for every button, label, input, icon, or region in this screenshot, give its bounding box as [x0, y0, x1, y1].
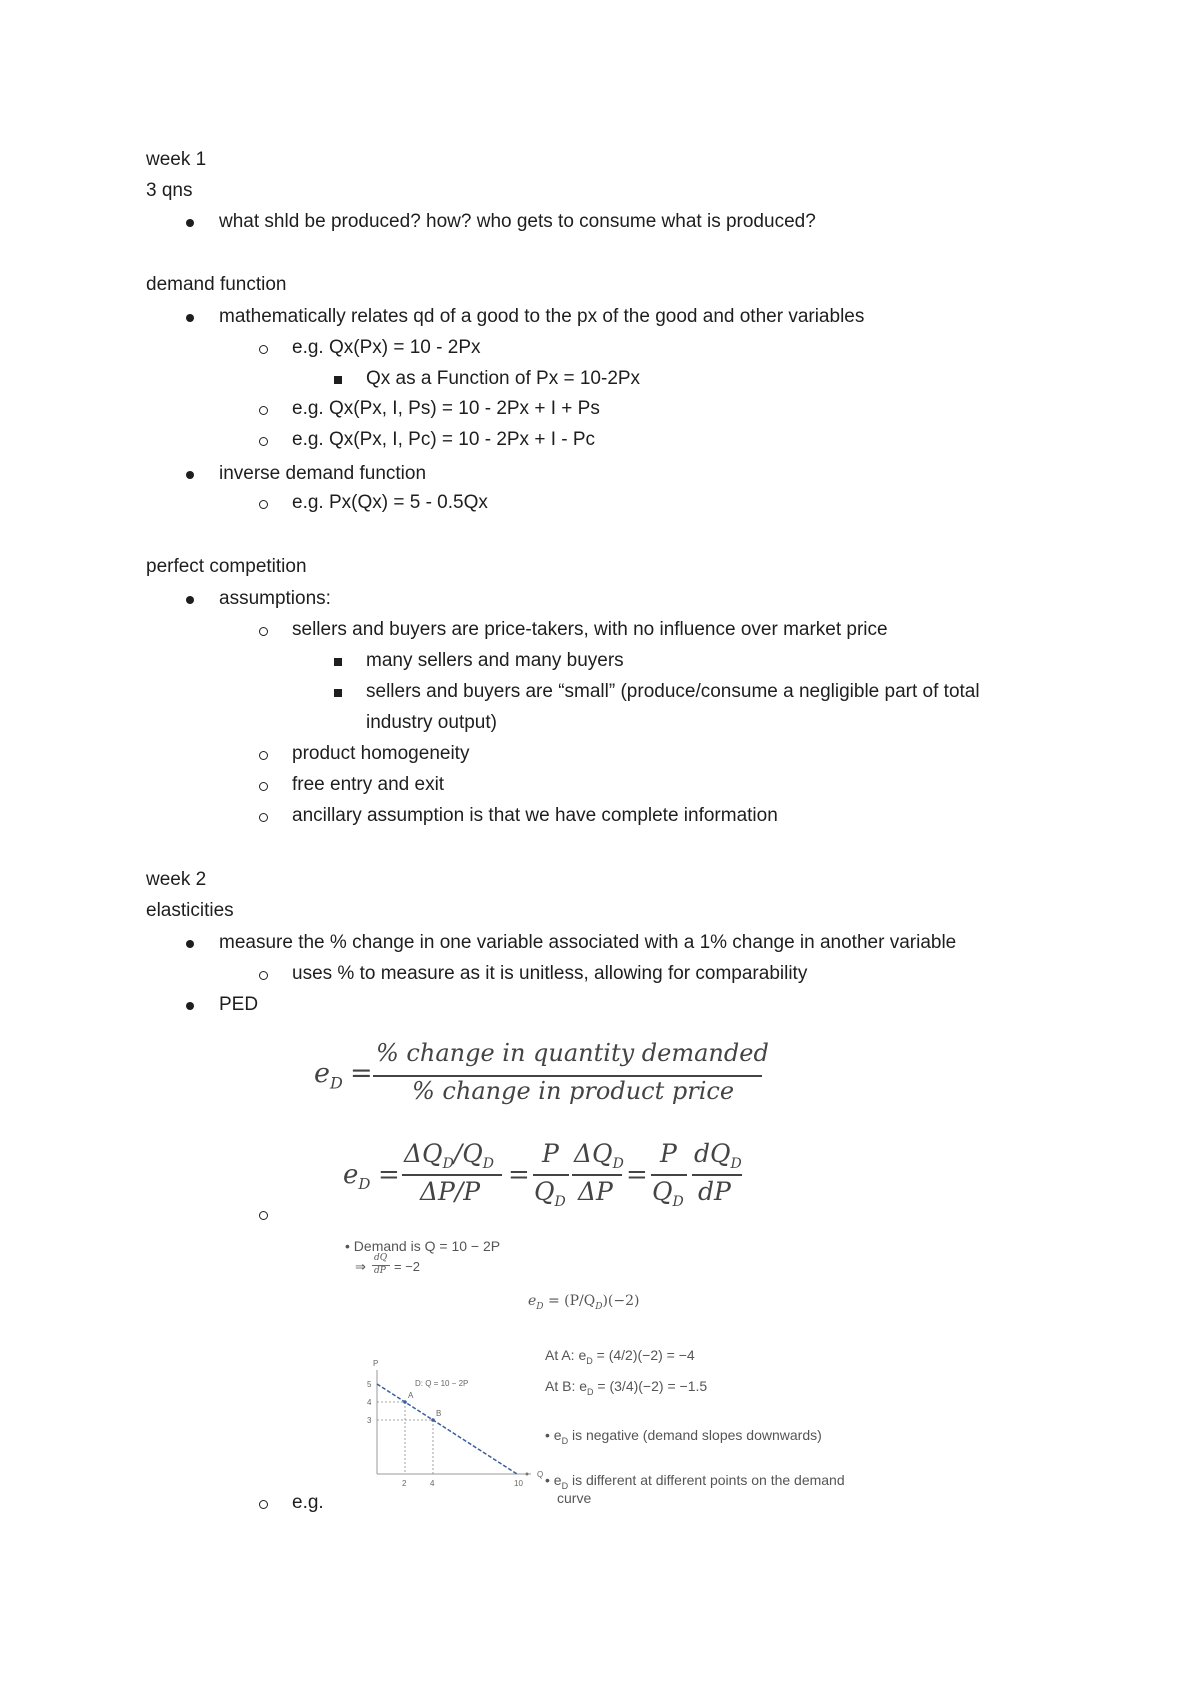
- demand-chart: [355, 1352, 555, 1492]
- assumption-small-line2: industry output): [366, 712, 497, 733]
- bullet-circle: [259, 782, 268, 791]
- demand-example-2: e.g. Qx(Px, I, Ps) = 10 - 2Px + I + Ps: [292, 398, 600, 419]
- x-tick-label: 4: [430, 1479, 435, 1488]
- example-label: e.g.: [292, 1492, 324, 1513]
- x-axis-marker: [526, 1473, 529, 1476]
- y-tick-label: 3: [367, 1416, 372, 1425]
- week2-heading: week 2: [146, 869, 207, 890]
- example-demand-line: • Demand is Q = 10 − 2P: [345, 1238, 501, 1254]
- y-tick-label: 4: [367, 1398, 372, 1407]
- assumption-free-entry: free entry and exit: [292, 774, 445, 795]
- bullet-circle: [259, 1500, 268, 1509]
- bullet-disc: [186, 1002, 194, 1010]
- point-b: [431, 1418, 435, 1422]
- demand-example-1-sub: Qx as a Function of Px = 10-2Px: [366, 368, 641, 389]
- fraction-bar: [692, 1174, 742, 1176]
- x-tick-label: 2: [402, 1479, 407, 1488]
- fraction-bar: [402, 1174, 502, 1176]
- bullet-square: [334, 689, 342, 697]
- formula-denominator: % change in product price: [412, 1077, 735, 1105]
- bullet-circle: [259, 627, 268, 636]
- perfect-competition-heading: perfect competition: [146, 556, 307, 577]
- demand-function-heading: demand function: [146, 274, 287, 295]
- week1-heading: week 1: [146, 149, 207, 170]
- bullet-square: [334, 376, 342, 384]
- bullet-disc: [186, 471, 194, 479]
- y-tick-label: 5: [367, 1380, 372, 1389]
- bullet-disc: [186, 219, 194, 227]
- bullet-circle: [259, 406, 268, 415]
- point-label: B: [436, 1409, 442, 1418]
- chart-title: D: Q = 10 − 2P: [415, 1379, 469, 1388]
- ped-label: PED: [219, 994, 259, 1015]
- formula-numerator: % change in quantity demanded: [376, 1039, 769, 1067]
- bullet-circle: [259, 500, 268, 509]
- bullet-disc: [186, 596, 194, 604]
- point-a: [403, 1400, 407, 1404]
- bullet-circle: [259, 751, 268, 760]
- bullet-disc: [186, 940, 194, 948]
- bullet-circle: [259, 813, 268, 822]
- bullet-circle: [259, 345, 268, 354]
- week1-question: what shld be produced? how? who gets to consume what is produced?: [219, 211, 816, 232]
- demand-example-1: e.g. Qx(Px) = 10 - 2Px: [292, 337, 481, 358]
- inverse-demand-heading: inverse demand function: [219, 463, 427, 484]
- demand-function-definition: mathematically relates qd of a good to the px of the good and other variables: [219, 306, 865, 327]
- week1-subheading: 3 qns: [146, 180, 193, 201]
- notes-page: week 1 3 qns what shld be produced? how? who gets to consume what is produced? demand function mathematically relates qd of a good to the px of the good and other variables e.g. Qx(Px) = 10 - 2Px Qx as a Function of Px = 10-2Px e.g. Qx(Px, I, Ps) = 10 - 2Px + I + Ps e.g. Qx(Px, I, Pc) = 10 - 2Px + I - Pc inverse demand function e.g. Px(Qx) = 5 - 0.5Qx perfect competition assumptions: sellers and buyers are price-takers, with no influence over market price many sellers and many buyers sellers and buyers are “small” (produce/consume a negligible part of total industry output) product homogeneity free entry and exit ancillary assumption is that we have complete information week 2 elasticities measure the % change in one variable associated with a 1% change in another variable uses % to measure as it is unitless, allowing for comparability PED $e_D$ = % change in quantity demanded % change in product price $e_D$ = $\Delta Q_D/Q_D$ ΔP/P = P $Q_D$ $\Delta Q_D$ ΔP = P $Q_D$ $dQ_D$ dP • Demand is Q = 10 − 2P ⇒ dQ dP = −2 $e_D = (P/Q_D)(-2)$ At A: $e_D = (4/2)(-2) = -4$ At B: $e_D = (3/4)(-2) = -1.5$ • $e_D$ is negative (demand slopes downwards) • $e_D$ is different at different points on the demand curve P Q D: Q = 10 − 2P A B 2 4 10 5 4 3 e.g.: [146, 149, 980, 1513]
- demand-example-3: e.g. Qx(Px, I, Pc) = 10 - 2Px + I - Pc: [292, 429, 596, 450]
- demand-line: [377, 1384, 517, 1474]
- fraction-bar: [572, 1174, 622, 1176]
- x-tick-label: 10: [514, 1479, 523, 1488]
- assumption-complete-info: ancillary assumption is that we have complete information: [292, 805, 778, 826]
- x-axis-label: Q: [537, 1470, 544, 1479]
- fraction-bar: [651, 1174, 687, 1176]
- assumption-many-sellers: many sellers and many buyers: [366, 650, 624, 671]
- inverse-demand-example: e.g. Px(Qx) = 5 - 0.5Qx: [292, 492, 488, 513]
- y-axis-label: P: [373, 1359, 379, 1368]
- assumption-homogeneity: product homogeneity: [292, 743, 470, 764]
- bullet-circle: [259, 1211, 268, 1220]
- assumptions-label: assumptions:: [219, 588, 331, 609]
- week2-subheading: elasticities: [146, 900, 234, 921]
- elasticity-unitless: uses % to measure as it is unitless, allowing for comparability: [292, 963, 808, 984]
- fraction-bar: [533, 1174, 569, 1176]
- bullet-square: [334, 658, 342, 666]
- bullet-circle: [259, 971, 268, 980]
- bullet-circle: [259, 437, 268, 446]
- bullet-disc: [186, 314, 194, 322]
- assumption-small-line1: sellers and buyers are “small” (produce/consume a negligible part of total: [366, 681, 980, 702]
- elasticity-definition: measure the % change in one variable associated with a 1% change in another variable: [219, 932, 957, 953]
- point-label: A: [408, 1391, 414, 1400]
- assumption-price-takers: sellers and buyers are price-takers, with no influence over market price: [292, 619, 888, 640]
